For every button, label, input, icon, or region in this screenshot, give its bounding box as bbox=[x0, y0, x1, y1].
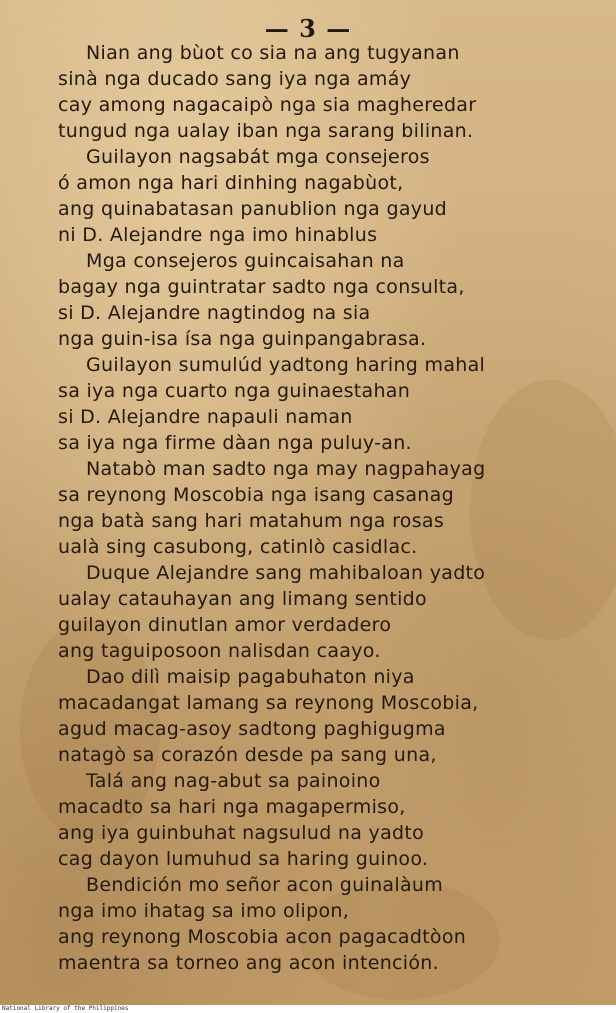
text-line: Nian ang bùot co sia na ang tugyanan bbox=[86, 42, 460, 64]
text-line: si D. Alejandre napauli naman bbox=[58, 406, 353, 428]
text-line: ang taguiposoon nalisdan caayo. bbox=[58, 640, 381, 662]
text-line: sinà nga ducado sang iya nga amáy bbox=[58, 68, 412, 90]
text-line: Bendición mo señor acon guinalàum bbox=[86, 874, 444, 896]
footer-credit: National Library of the Philippines bbox=[2, 1005, 129, 1012]
text-line: nga guin-isa ísa nga guinpangabrasa. bbox=[58, 328, 427, 350]
text-line: agud macag-asoy sadtong paghigugma bbox=[58, 718, 446, 740]
text-line: cag dayon lumuhud sa haring guinoo. bbox=[58, 848, 429, 870]
text-line: guilayon dinutlan amor verdadero bbox=[58, 614, 392, 636]
text-line: maentra sa torneo ang acon intención. bbox=[58, 952, 439, 974]
text-line: ni D. Alejandre nga imo hinablus bbox=[58, 224, 378, 246]
page-number: — 3 — bbox=[264, 14, 352, 43]
text-line: ang reynong Moscobia acon pagacadtòon bbox=[58, 926, 467, 948]
text-line: sa iya nga cuarto nga guinaestahan bbox=[58, 380, 411, 402]
text-line: Talá ang nag-abut sa painoino bbox=[86, 770, 381, 792]
text-line: Natabò man sadto nga may nagpahayag bbox=[86, 458, 486, 480]
footer-bar bbox=[0, 1006, 616, 1013]
text-line: sa reynong Moscobia nga isang casanag bbox=[58, 484, 454, 506]
text-line: ang quinabatasan panublion nga gayud bbox=[58, 198, 448, 220]
text-line: ó amon nga hari dinhing nagabùot, bbox=[58, 172, 404, 194]
text-line: cay among nagacaipò nga sia magheredar bbox=[58, 94, 477, 116]
text-line: Guilayon sumulúd yadtong haring mahal bbox=[86, 354, 486, 376]
text-line: tungud nga ualay iban nga sarang bilinan. bbox=[58, 120, 474, 142]
text-line: ualay catauhayan ang limang sentido bbox=[58, 588, 427, 610]
text-line: nga batà sang hari matahum nga rosas bbox=[58, 510, 445, 532]
text-line: natagò sa corazón desde pa sang una, bbox=[58, 744, 437, 766]
text-line: ualà sing casubong, catinlò casidlac. bbox=[58, 536, 418, 558]
text-line: Mga consejeros guincaisahan na bbox=[86, 250, 405, 272]
text-line: macadto sa hari nga magapermiso, bbox=[58, 796, 406, 818]
text-line: si D. Alejandre nagtindog na sia bbox=[58, 302, 371, 324]
text-line: macadangat lamang sa reynong Moscobia, bbox=[58, 692, 479, 714]
text-line: bagay nga guintratar sadto nga consulta, bbox=[58, 276, 465, 298]
text-line: Duque Alejandre sang mahibaloan yadto bbox=[86, 562, 486, 584]
text-line: ang iya guinbuhat nagsulud na yadto bbox=[58, 822, 425, 844]
poem-text bbox=[58, 40, 598, 976]
text-line: Guilayon nagsabát mga consejeros bbox=[86, 146, 430, 168]
text-line: nga imo ihatag sa imo olipon, bbox=[58, 900, 350, 922]
text-line: sa iya nga firme dàan nga puluy-an. bbox=[58, 432, 412, 454]
text-line: Dao dilì maisip pagabuhaton niya bbox=[86, 666, 415, 688]
